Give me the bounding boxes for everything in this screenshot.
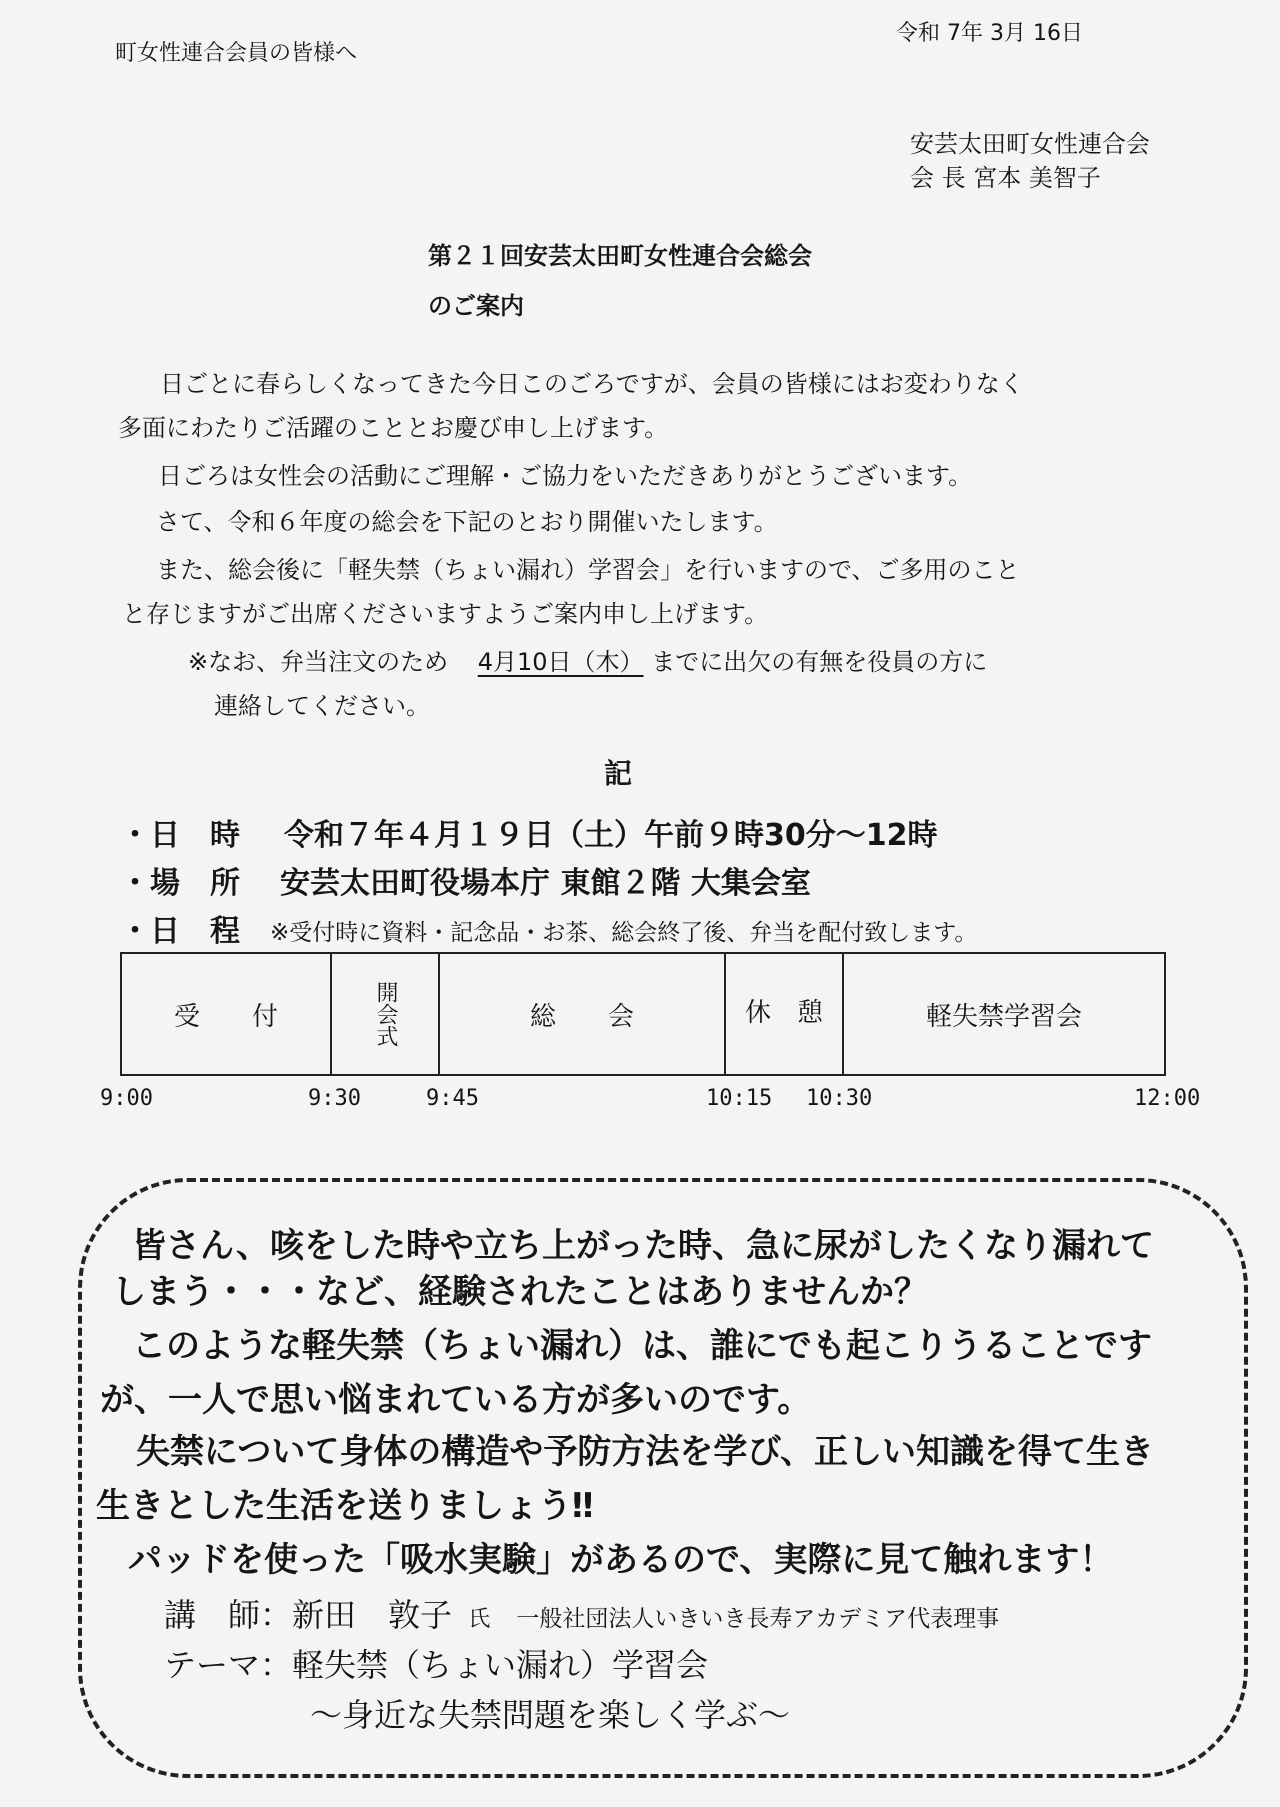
body-p4a: また、総会後に「軽失禁（ちょい漏れ）学習会」を行いますので、ご多用のこと	[156, 556, 1020, 584]
place-value: 安芸太田町役場本庁 東館２階 大集会室	[280, 866, 811, 901]
body-p1b: 多面にわたりご活躍のこととお慶び申し上げます。	[118, 414, 669, 442]
datetime-label: ・日 時	[120, 818, 240, 853]
datetime-value: 令和７年４月１９日（土）午前９時30分～12時	[284, 818, 938, 853]
promo-line-7: パッドを使った「吸水実験」があるので、実際に見て触れます！	[128, 1540, 1114, 1580]
ki-heading: 記	[604, 757, 633, 790]
sender-org: 安芸太田町女性連合会	[910, 130, 1150, 158]
body-p3: さて、令和６年度の総会を下記のとおり開催いたします。	[156, 508, 778, 536]
sender-title: 会 長 宮本 美智子	[910, 164, 1101, 192]
time-tick: 9:00	[100, 1086, 153, 1111]
issue-date: 令和 7年 3月 16日	[896, 21, 1083, 46]
body-p2: 日ごろは女性会の活動にご理解・ご協力をいただきありがとうございます。	[158, 462, 973, 490]
note-prefix: ※なお、弁当注文のため	[188, 648, 449, 676]
segment-study-session: 軽失禁学習会	[842, 954, 1164, 1074]
note-deadline: 4月10日（木）	[477, 648, 644, 676]
lecturer-row	[164, 1590, 999, 1636]
promo-line-6: 生きとした生活を送りましょう‼	[96, 1486, 594, 1526]
segment-reception: 受 付	[173, 1001, 278, 1032]
segment-break: 休 憩	[724, 954, 842, 1074]
body-p4b: と存じますがご出席くださいますようご案内申し上げます。	[122, 600, 769, 628]
time-tick: 9:45	[426, 1086, 479, 1111]
segment-opening-label: 開会式	[373, 981, 398, 1047]
place-label: ・場 所	[120, 866, 240, 901]
promo-line-3: このような軽失禁（ちょい漏れ）は、誰にでも起こりうることです	[132, 1326, 1152, 1366]
lecturer-label: 講 師：	[164, 1596, 293, 1634]
schedule-note: ※受付時に資料・記念品・お茶、総会終了後、弁当を配付致します。	[270, 920, 978, 946]
theme-label: テーマ：	[164, 1646, 293, 1684]
schedule-label: ・日 程	[120, 914, 240, 949]
lecturer-honorific: 氏	[468, 1607, 491, 1632]
lecturer-name: 新田 敦子	[292, 1596, 453, 1634]
theme-subtitle: ～身近な失禁問題を楽しく学ぶ～	[310, 1696, 791, 1734]
schedule-table	[120, 952, 1166, 1076]
promo-line-2: しまう・・・など、経験されたことはありませんか？	[112, 1272, 928, 1312]
time-tick: 12:00	[1134, 1086, 1201, 1111]
addressee: 町女性連合会員の皆様へ	[115, 41, 358, 66]
body-p1a: 日ごとに春らしくなってきた今日このごろですが、会員の皆様にはお変わりなく	[160, 370, 1024, 398]
note-continuation: 連絡してください。	[214, 692, 430, 720]
promo-line-5: 失禁について身体の構造や予防方法を学び、正しい知識を得て生き	[136, 1432, 1154, 1472]
note-suffix: までに出欠の有無を役員の方に	[651, 648, 988, 676]
lecturer-affiliation: 一般社団法人いきいき長寿アカデミア代表理事	[516, 1606, 1000, 1632]
time-tick: 10:15	[706, 1086, 773, 1111]
doc-title: 第２１回安芸太田町女性連合会総会	[428, 242, 812, 270]
time-tick: 9:30	[308, 1086, 361, 1111]
segment-general-meeting: 総 会	[438, 954, 724, 1074]
theme-value: 軽失禁（ちょい漏れ）学習会	[292, 1646, 709, 1684]
promo-line-1: 皆さん、咳をした時や立ち上がった時、急に尿がしたくなり漏れて	[132, 1226, 1155, 1266]
theme-row	[164, 1640, 708, 1686]
doc-title-sub: のご案内	[428, 292, 524, 320]
time-tick: 10:30	[806, 1086, 873, 1111]
promo-line-4: が、一人で思い悩まれている方が多いのです。	[100, 1380, 812, 1420]
segment-opening	[330, 954, 438, 1074]
bento-note	[188, 642, 987, 677]
